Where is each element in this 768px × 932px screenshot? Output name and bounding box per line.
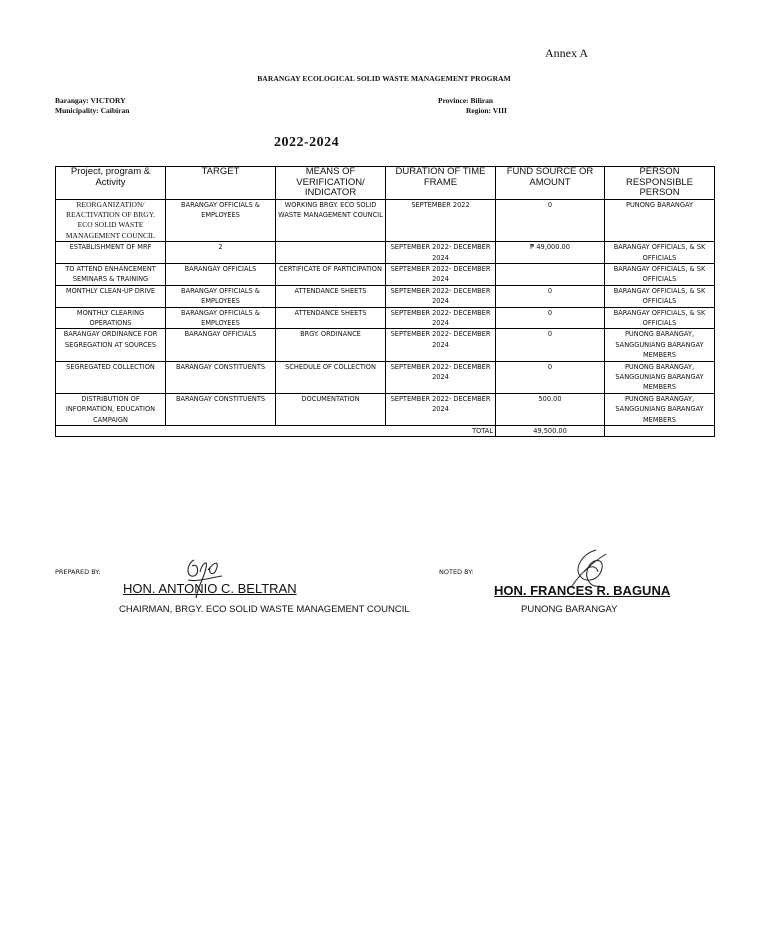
cell-person: BARANGAY OFFICIALS, & SK OFFICIALS <box>605 263 715 285</box>
region-name: Region: VIII <box>466 106 507 115</box>
prepared-by-label: PREPARED BY: <box>55 568 101 576</box>
table-row <box>56 307 715 329</box>
cell-activity: SEGREGATED COLLECTION <box>56 361 166 393</box>
cell-duration: SEPTEMBER 2022- DECEMBER 2024 <box>386 329 496 361</box>
prepared-title: CHAIRMAN, BRGY. ECO SOLID WASTE MANAGEMENT COUNCIL <box>119 604 410 615</box>
column-header-fund: FUND SOURCE OR AMOUNT <box>496 167 605 200</box>
noted-title: PUNONG BARANGAY <box>521 604 618 615</box>
table-row <box>56 329 715 361</box>
cell-target: BARANGAY CONSTITUENTS <box>166 361 276 393</box>
cell-means: DOCUMENTATION <box>276 393 386 425</box>
annex-label: Annex A <box>545 46 588 60</box>
cell-activity: REORGANIZATION/ REACTIVATION OF BRGY. ECO SOLID WASTE MANAGEMENT COUNCIL <box>56 199 166 242</box>
cell-person: BARANGAY OFFICIALS, & SK OFFICIALS <box>605 242 715 264</box>
table-row <box>56 393 715 425</box>
cell-means: WORKING BRGY. ECO SOLID WASTE MANAGEMENT COUNCIL <box>276 199 386 242</box>
cell-activity: MONTHLY CLEAN-UP DRIVE <box>56 285 166 307</box>
cell-target: BARANGAY CONSTITUENTS <box>166 393 276 425</box>
cell-person: PUNONG BARANGAY <box>605 199 715 242</box>
cell-means: BRGY. ORDINANCE <box>276 329 386 361</box>
cell-activity: TO ATTEND ENHANCEMENT SEMINARS & TRAINING <box>56 263 166 285</box>
location-left <box>55 96 129 116</box>
total-label: TOTAL <box>56 426 496 437</box>
cell-activity: BARANGAY ORDINANCE FOR SEGREGATION AT SOURCES <box>56 329 166 361</box>
total-row <box>56 426 715 437</box>
column-header-duration: DURATION OF TIME FRAME <box>386 167 496 200</box>
table-row <box>56 263 715 285</box>
cell-fund: ₱ 49,000.00 <box>496 242 605 264</box>
prepared-name: HON. ANTONIO C. BELTRAN <box>123 581 297 596</box>
cell-target: BARANGAY OFFICIALS & EMPLOYEES <box>166 199 276 242</box>
cell-person: BARANGAY OFFICIALS, & SK OFFICIALS <box>605 307 715 329</box>
cell-fund <box>496 263 605 285</box>
column-header-target: TARGET <box>166 167 276 200</box>
cell-person: BARANGAY OFFICIALS, & SK OFFICIALS <box>605 285 715 307</box>
period-title: 2022-2024 <box>274 135 340 150</box>
cell-means: CERTIFICATE OF PARTICIPATION <box>276 263 386 285</box>
total-blank-cell <box>605 426 715 437</box>
cell-activity: ESTABLISHMENT OF MRF <box>56 242 166 264</box>
cell-duration: SEPTEMBER 2022- DECEMBER 2024 <box>386 285 496 307</box>
cell-means <box>276 242 386 264</box>
cell-target: BARANGAY OFFICIALS <box>166 263 276 285</box>
column-header-means: MEANS OF VERIFICATION/ INDICATOR <box>276 167 386 200</box>
cell-activity: DISTRIBUTION OF INFORMATION, EDUCATION CAMPAIGN <box>56 393 166 425</box>
table-row <box>56 361 715 393</box>
table-header-row <box>56 167 715 200</box>
cell-duration: SEPTEMBER 2022- DECEMBER 2024 <box>386 263 496 285</box>
cell-fund: 0 <box>496 199 605 242</box>
location-right <box>438 96 507 116</box>
cell-duration: SEPTEMBER 2022- DECEMBER 2024 <box>386 393 496 425</box>
cell-person: PUNONG BARANGAY, SANGGUNIANG BARANGAY MEMBERS <box>605 361 715 393</box>
column-header-activity: Project, program & Activity <box>56 167 166 200</box>
cell-duration: SEPTEMBER 2022- DECEMBER 2024 <box>386 307 496 329</box>
cell-fund: 0 <box>496 307 605 329</box>
cell-fund: 0 <box>496 285 605 307</box>
barangay-name: Barangay: VICTORY <box>55 96 126 105</box>
table-row <box>56 285 715 307</box>
cell-fund: 500.00 <box>496 393 605 425</box>
cell-person: PUNONG BARANGAY, SANGGUNIANG BARANGAY MEMBERS <box>605 329 715 361</box>
cell-target: BARANGAY OFFICIALS & EMPLOYEES <box>166 307 276 329</box>
cell-activity: MONTHLY CLEARING OPERATIONS <box>56 307 166 329</box>
province-name: Province: Biliran <box>438 96 494 105</box>
table-row <box>56 242 715 264</box>
cell-person: PUNONG BARANGAY, SANGGUNIANG BARANGAY MEMBERS <box>605 393 715 425</box>
cell-means: ATTENDANCE SHEETS <box>276 307 386 329</box>
cell-target: BARANGAY OFFICIALS <box>166 329 276 361</box>
cell-fund: 0 <box>496 329 605 361</box>
cell-means: ATTENDANCE SHEETS <box>276 285 386 307</box>
noted-name: HON. FRANCES R. BAGUNA <box>494 583 671 598</box>
column-header-person: PERSON RESPONSIBLE PERSON <box>605 167 715 200</box>
cell-means: SCHEDULE OF COLLECTION <box>276 361 386 393</box>
noted-by-label: NOTED BY: <box>439 568 474 576</box>
cell-target: 2 <box>166 242 276 264</box>
total-amount: 49,500.00 <box>496 426 605 437</box>
program-table <box>55 166 715 437</box>
cell-duration: SEPTEMBER 2022- DECEMBER 2024 <box>386 361 496 393</box>
cell-fund: 0 <box>496 361 605 393</box>
table-row <box>56 199 715 242</box>
cell-target: BARANGAY OFFICIALS & EMPLOYEES <box>166 285 276 307</box>
municipality-name: Municipality: Caibiran <box>55 106 130 115</box>
program-title: BARANGAY ECOLOGICAL SOLID WASTE MANAGEMENT PROGRAM <box>257 74 511 83</box>
cell-duration: SEPTEMBER 2022 <box>386 199 496 242</box>
cell-duration: SEPTEMBER 2022- DECEMBER 2024 <box>386 242 496 264</box>
